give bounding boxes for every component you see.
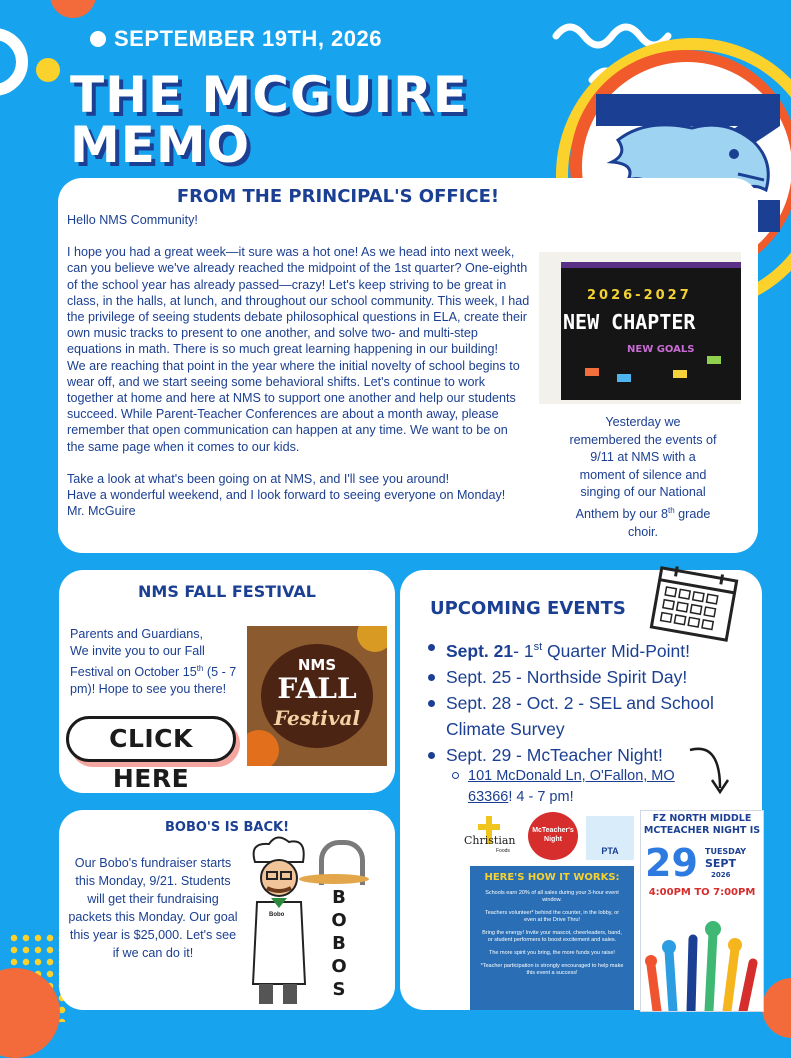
- bobos-heading: BOBO'S IS BACK!: [164, 820, 290, 835]
- board-years: 2026-2027: [587, 288, 692, 303]
- event-subitem: 101 McDonald Ln, O'Fallon, MO 63366! 4 - 7 pm!: [468, 766, 698, 808]
- board-sub: NEW GOALS: [627, 344, 695, 355]
- event-item: Sept. 21- 1st Quarter Mid-Point!: [426, 634, 746, 664]
- events-card: [400, 570, 762, 1010]
- fall-festival-bottom: Festival: [273, 706, 361, 730]
- chef-mascot-illustration: [245, 834, 315, 1010]
- photo-caption: Yesterday we remembered the events of 9/11 at NMS with a moment of silence and singing of our National Anthem by our 8th grade choir.: [569, 415, 717, 539]
- leaf-shape: [357, 626, 387, 652]
- curved-arrow-icon: [686, 742, 732, 798]
- restaurant-address-link[interactable]: 101 McDonald Ln, O'Fallon, MO 63366: [468, 768, 675, 805]
- leaf-shape: [247, 730, 279, 766]
- fall-festival-mid: FALL: [277, 672, 357, 705]
- event-item: Sept. 29 - McTeacher Night!: [426, 742, 746, 768]
- bobos-card: [59, 810, 395, 1010]
- event-item: Sept. 28 - Oct. 2 - SEL and School Climate Survey: [426, 690, 746, 742]
- memo-date: [90, 26, 382, 52]
- flyer-how-steps: Schools earn 20% of all sales during your 3-hour event window. Teachers volunteer* behind the counter, in the lobby, or even at the Drive Thru! Bring the energy! Invite your mascot, cheerleaders, band, or student performers to boost excitement and sales. The more spirit you bring, the more funds you raise! *Teacher participation is strongly encouraged to help make this event a success!: [480, 890, 624, 976]
- principal-greeting: Hello NMS Community!: [67, 213, 198, 227]
- flyer-how-panel: HERE'S HOW IT WORKS: Schools earn 20% of all sales during your 3-hour event window. Teachers volunteer* behind the counter, in the lobby, or even at the Drive Thru! Bring the energy! Invite your mascot, cheerleaders, band, or student performers to boost excitement and sales. The more spirit you bring, the more funds you raise! *Teacher participation is strongly encouraged to help make this event a success!: [470, 866, 634, 1010]
- mcteachers-night-logo: McTeacher's Night: [528, 812, 578, 860]
- page-title-line1: THE MCGUIRE: [70, 66, 468, 124]
- memo-date-text: SEPTEMBER 19TH, 2026: [114, 26, 382, 51]
- deco-orange-dot: [50, 0, 96, 18]
- board-note: [617, 374, 631, 382]
- board-note: [585, 368, 599, 376]
- festival-card: [59, 570, 395, 793]
- board-note: [673, 370, 687, 378]
- bobos-sign: BOBOS: [331, 887, 347, 1000]
- fall-festival-top: NMS: [297, 656, 337, 674]
- page-title-line2: MEMO: [70, 116, 251, 174]
- deco-orange-corner-right: [762, 978, 791, 1038]
- principal-body1: I hope you had a great week—it sure was a hot one! As we head into next week, can you believe we've already reached the midpoint of the 1st quarter? One-eighth of the school year has already passed—crazy! Let's keep striving to be great in class, in the halls, at lunch, and throughout our school community. This week, I had the privilege of seeing students debate philosophical questions in ELA, create their own music tracks to present to one another, and solve two- and multi-step equations in math. There is so much great learning happening in our building! We are reaching that point in the year where the initial novelty of school begins to wear off, and we start seeing some behavioral shifts. Let's continue to work together at home and here at NMS to support one another and help our students succeed. While Parent-Teacher Conferences are about a month away, please remember that open communication can happen at any time. We want to be on the same page when it comes to our kids.: [67, 245, 530, 454]
- event-item: Sept. 25 - Northside Spirit Day!: [426, 664, 746, 690]
- raised-hands-graphic: [643, 905, 761, 1011]
- deco-white-ring: [0, 28, 28, 96]
- principal-heading: FROM THE PRINCIPAL'S OFFICE!: [176, 186, 500, 207]
- bulletin-board-photo: [539, 252, 741, 404]
- board-note: [707, 356, 721, 364]
- pta-logo: PTA: [586, 816, 634, 860]
- cross-icon-bar: [478, 824, 500, 830]
- flyer-date-panel: FZ NORTH MIDDLE MCTEACHER NIGHT IS 29 TUESDAY SEPT 2026 4:00PM TO 7:00PM: [640, 810, 764, 1012]
- board-headline: NEW CHAPTER: [563, 310, 696, 334]
- click-here-button[interactable]: CLICK HERE: [66, 716, 236, 762]
- festival-text: Parents and Guardians, We invite you to our Fall Festival on October 15th (5 - 7 pm)! Hope to see you there!: [70, 627, 237, 697]
- pizza-sign-base: [299, 874, 369, 884]
- principal-body2: Take a look at what's been going on at NMS, and I'll see you around! Have a wonderful weekend, and I look forward to seeing everyone on Monday! Mr. McGuire: [67, 471, 506, 519]
- bobos-text: Our Bobo's fundraiser starts this Monday, 9/21. Students will get their fundraising packets this Monday. Our goal this year is $25,000. Let's see if we can do it!: [68, 856, 238, 960]
- hollow-bullet-icon: [452, 772, 459, 779]
- bullet-dot-icon: [90, 31, 106, 47]
- page-title: [70, 66, 468, 174]
- festival-heading: NMS FALL FESTIVAL: [138, 582, 316, 601]
- principal-card: [58, 178, 758, 553]
- chef-tag: Bobo: [269, 912, 285, 918]
- deco-yellow-dot: [36, 58, 60, 82]
- events-heading: UPCOMING EVENTS: [430, 598, 626, 619]
- principal-letter: [67, 212, 552, 519]
- christian-foods-logo: Christian Foods: [464, 814, 520, 864]
- fall-festival-image: [247, 626, 387, 766]
